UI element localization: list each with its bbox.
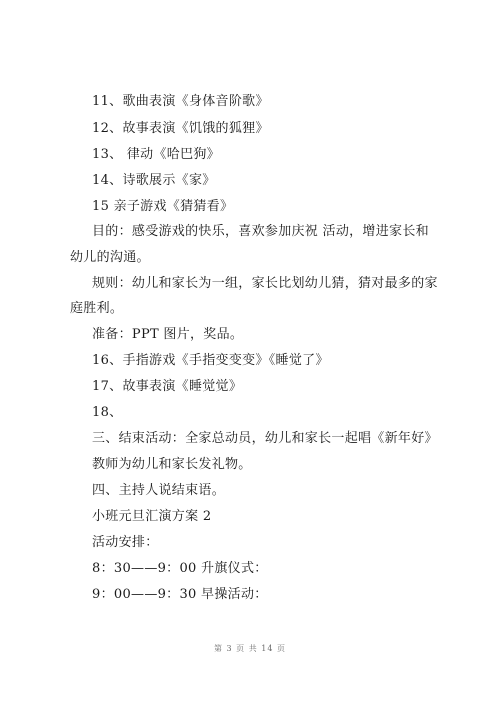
text-line: 17、故事表演《睡觉觉》: [92, 379, 243, 394]
text-line: 三、结束活动：全家总动员，幼儿和家长一起唱《新年好》: [92, 431, 438, 446]
text-line: 11、歌曲表演《身体音阶歌》: [92, 94, 269, 109]
text-line: 9：00——9：30 早操活动：: [92, 587, 268, 602]
text-line: 15 亲子游戏《猜猜看》: [92, 199, 234, 214]
text-line: 庭胜利。: [70, 301, 124, 316]
text-line: 活动安排：: [92, 535, 159, 550]
text-line: 小班元旦汇演方案 2: [92, 509, 212, 524]
text-line: 准备：PPT 图片，奖品。: [92, 327, 244, 342]
text-line: 规则：幼儿和家长为一组，家长比划幼儿猜，猜对最多的家: [92, 276, 438, 291]
text-line: 教师为幼儿和家长发礼物。: [92, 457, 252, 472]
text-line: 目的：感受游戏的快乐，喜欢参加庆祝 活动，增进家长和: [92, 224, 429, 239]
text-line: 12、故事表演《饥饿的狐狸》: [92, 121, 269, 136]
page-number-footer: 第 3 页 共 14 页: [214, 644, 286, 653]
text-line: 四、主持人说结束语。: [92, 483, 226, 498]
text-line: 8：30——9：00 升旗仪式：: [92, 561, 268, 576]
text-line: 18、: [92, 405, 123, 420]
text-line: 14、诗歌展示《家》: [92, 173, 216, 188]
text-line: 13、 律动《哈巴狗》: [92, 147, 220, 162]
text-line: 幼儿的沟通。: [70, 250, 150, 265]
text-line: 16、手指游戏《手指变变变》《睡觉了》: [92, 353, 329, 368]
